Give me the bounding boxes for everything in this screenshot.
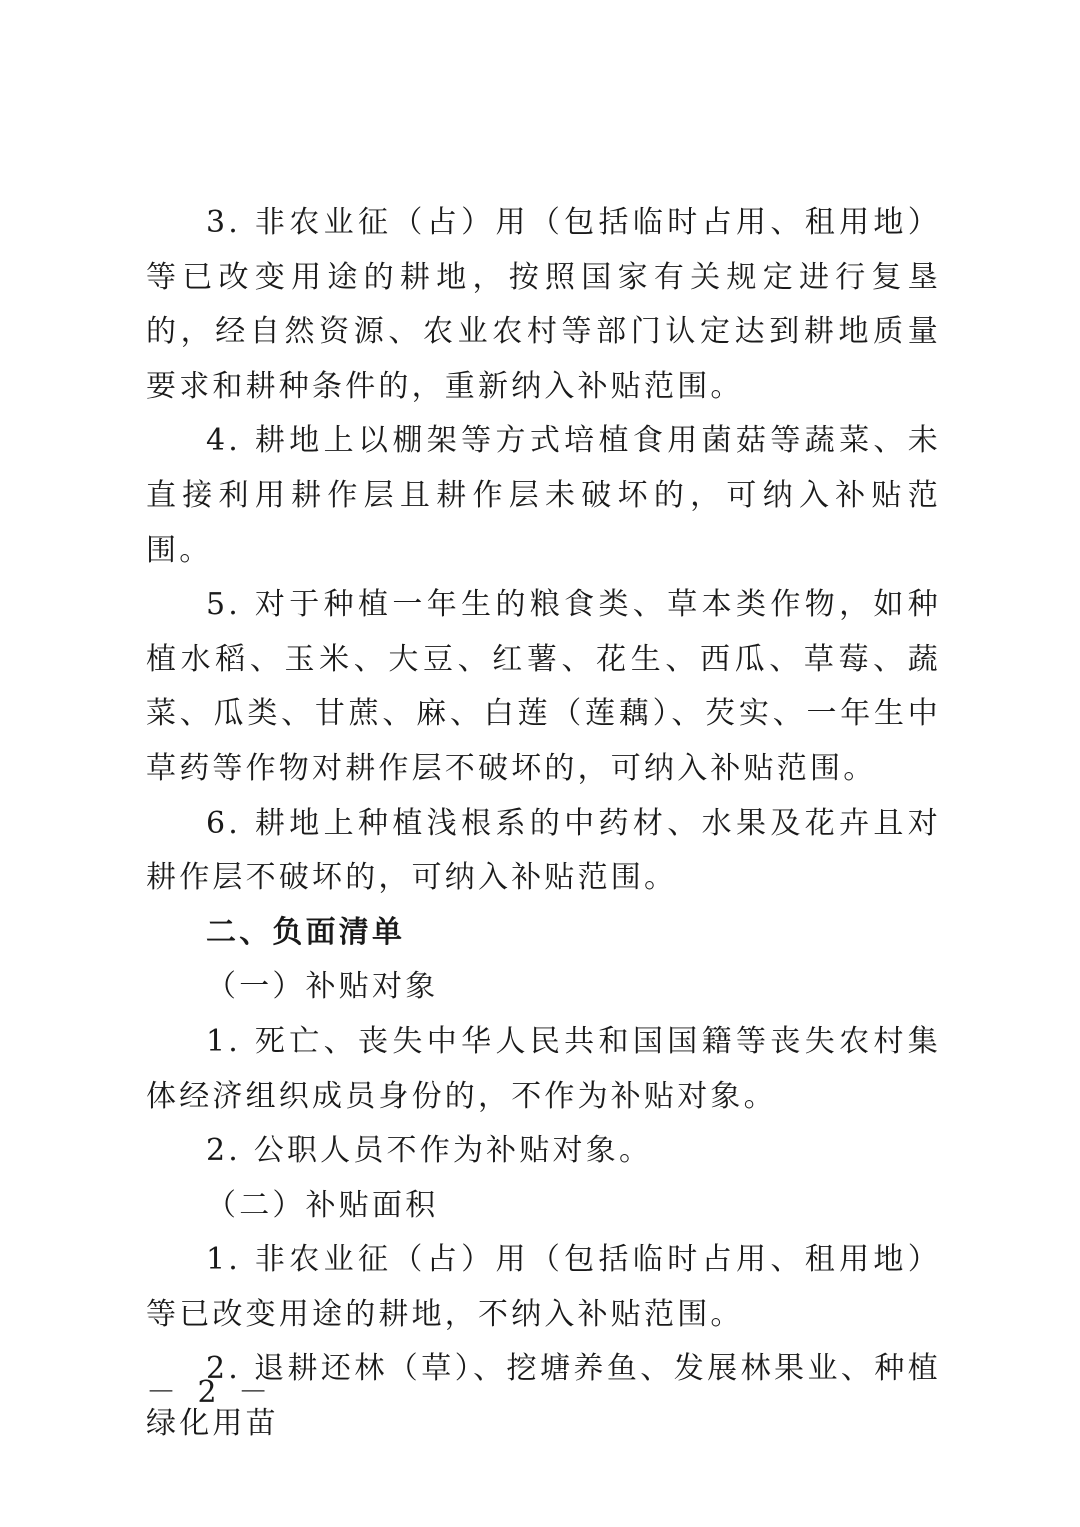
- objects-item-2-paragraph: 2. 公职人员不作为补贴对象。: [206, 1133, 653, 1169]
- item-3-paragraph: 3. 非农业征（占）用（包括临时占用、租用地）等已改变用途的耕地，按照国家有关规定进行复垦的，经自然资源、农业农村等部门认定达到耕地质量要求和耕种条件的，重新纳入补贴范围。: [146, 205, 941, 404]
- area-item-2-paragraph: 2. 退耕还林（草）、挖塘养鱼、发展林果业、种植绿化用苗: [146, 1351, 941, 1442]
- item-4-paragraph: 4. 耕地上以棚架等方式培植食用菌菇等蔬菜、未直接利用耕作层且耕作层未破坏的，可纳入补贴范围。: [146, 423, 941, 568]
- item-5-paragraph: 5. 对于种植一年生的粮食类、草本类作物，如种植水稻、玉米、大豆、红薯、花生、西瓜、草莓、蔬菜、瓜类、甘蔗、麻、白莲（莲藕）、芡实、一年生中草药等作物对耕作层不破坏的，可纳入补贴范围。: [146, 587, 941, 786]
- subheading-subsidy-objects: （一）补贴对象: [206, 969, 439, 1005]
- page-number: － 2 －: [146, 1375, 275, 1410]
- subheading-subsidy-area: （二）补贴面积: [206, 1187, 439, 1223]
- item-6-paragraph: 6. 耕地上种植浅根系的中药材、水果及花卉且对耕作层不破坏的，可纳入补贴范围。: [146, 805, 941, 896]
- objects-item-1-paragraph: 1. 死亡、丧失中华人民共和国国籍等丧失农村集体经济组织成员身份的，不作为补贴对象。: [146, 1023, 941, 1114]
- section-heading-negative-list: 二、负面清单: [206, 914, 406, 950]
- document-body: [146, 196, 941, 1452]
- area-item-1-paragraph: 1. 非农业征（占）用（包括临时占用、租用地）等已改变用途的耕地，不纳入补贴范围。: [146, 1242, 941, 1332]
